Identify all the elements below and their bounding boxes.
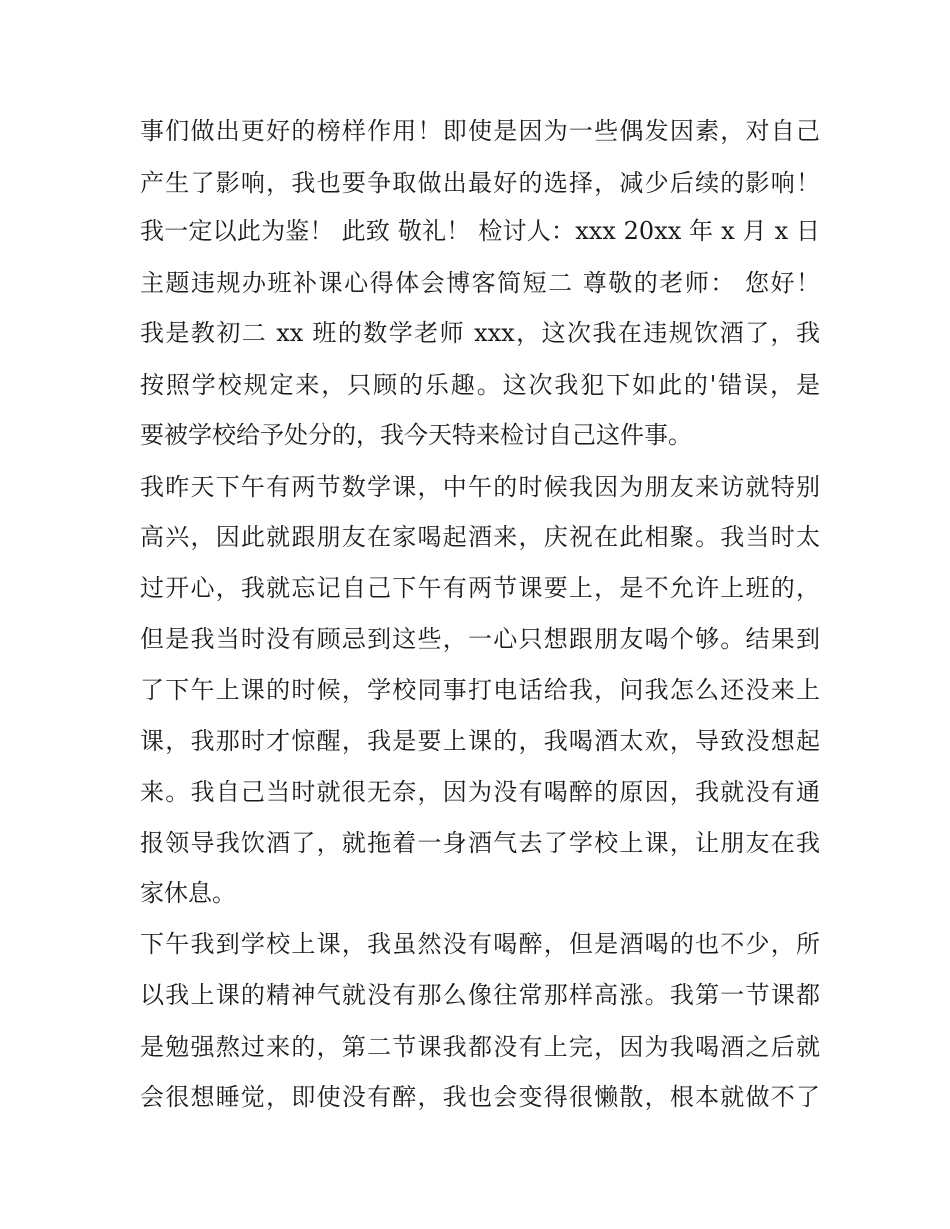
text-line: 事们做出更好的榜样作用！即使是因为一些偶发因素，对自己 <box>140 117 820 145</box>
text-line: 下午我到学校上课，我虽然没有喝醉，但是酒喝的也不少，所 <box>140 930 820 958</box>
text-line: 以我上课的精神气就没有那么像往常那样高涨。我第一节课都 <box>140 981 820 1009</box>
text-line: 过开心，我就忘记自己下午有两节课要上，是不允许上班的， <box>140 574 820 602</box>
text-line: 是勉强熬过来的，第二节课我都没有上完，因为我喝酒之后就 <box>140 1033 820 1061</box>
text-line: 会很想睡觉，即使没有醉，我也会变得很懒散，根本就做不了 <box>140 1083 820 1111</box>
text-line: 但是我当时没有顾忌到这些，一心只想跟朋友喝个够。结果到 <box>140 625 820 653</box>
text-line: 我是教初二 xx 班的数学老师 xxx，这次我在违规饮酒了，我 <box>140 319 820 347</box>
text-line: 我一定以此为鉴！ 此致 敬礼！ 检讨人：xxx 20xx 年 x 月 x 日 <box>140 217 820 245</box>
text-line: 来。我自己当时就很无奈，因为没有喝醉的原因，我就没有通 <box>140 778 820 806</box>
text-line: 要被学校给予处分的，我今天特来检讨自己这件事。 <box>140 421 692 449</box>
text-line: 课，我那时才惊醒，我是要上课的，我喝酒太欢，导致没想起 <box>140 727 820 755</box>
text-line: 家休息。 <box>140 879 236 907</box>
text-line: 高兴，因此就跟朋友在家喝起酒来，庆祝在此相聚。我当时太 <box>140 523 820 551</box>
text-line: 按照学校规定来，只顾的乐趣。这次我犯下如此的'错误，是 <box>140 371 820 399</box>
text-line: 主题违规办班补课心得体会博客简短二 尊敬的老师： 您好！ <box>140 269 820 297</box>
text-line: 我昨天下午有两节数学课，中午的时候我因为朋友来访就特别 <box>140 473 820 501</box>
text-line: 产生了影响，我也要争取做出最好的选择，减少后续的影响！ <box>140 169 820 197</box>
text-line: 报领导我饮酒了，就拖着一身酒气去了学校上课，让朋友在我 <box>140 829 820 857</box>
text-line: 了下午上课的时候，学校同事打电话给我，问我怎么还没来上 <box>140 676 820 704</box>
